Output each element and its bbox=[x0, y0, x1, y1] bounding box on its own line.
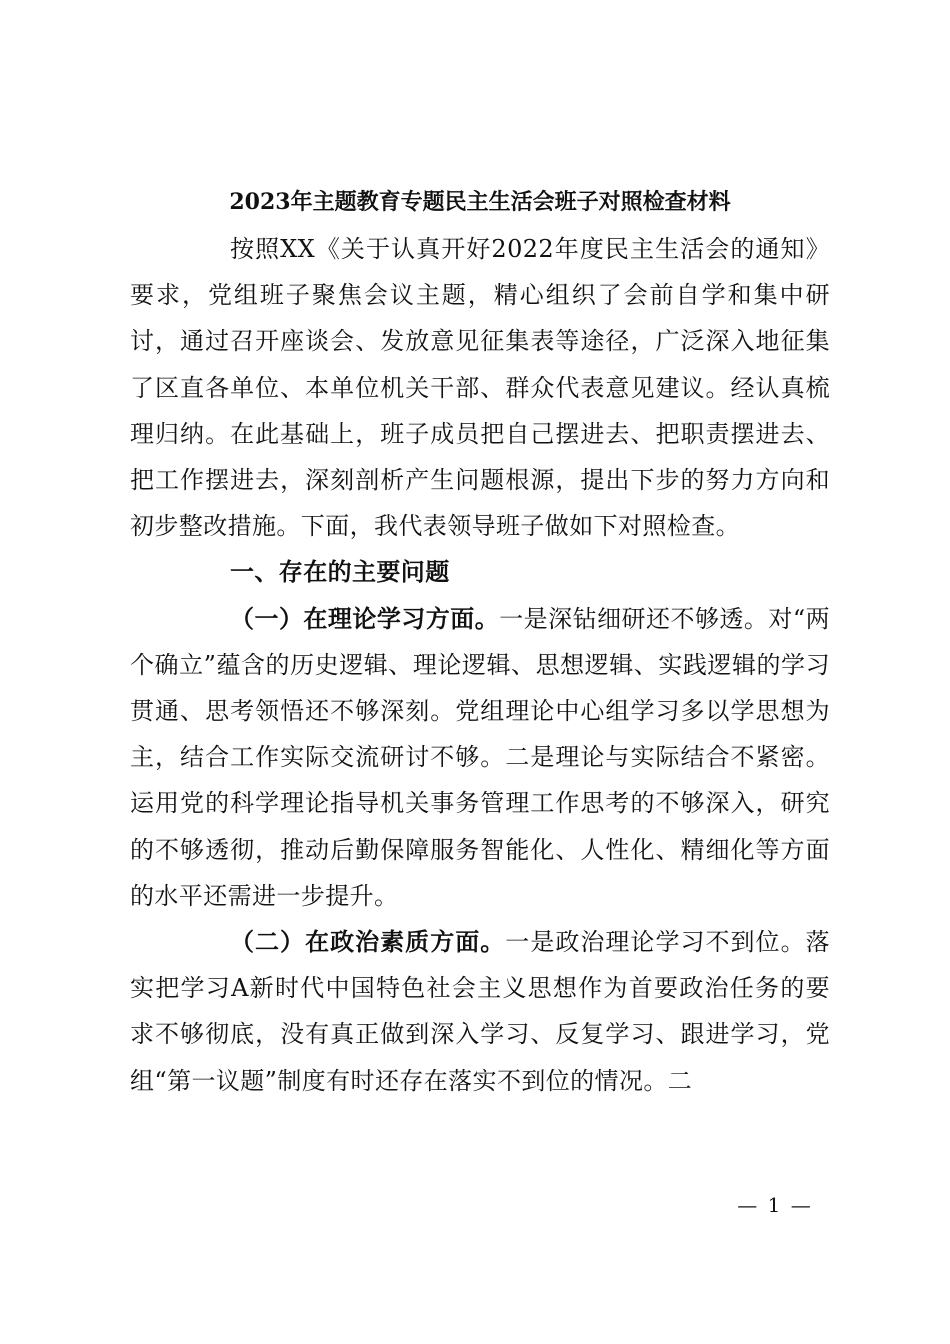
page-number: — 1 — bbox=[737, 1193, 813, 1217]
section-heading: 一、存在的主要问题 bbox=[230, 558, 450, 587]
intro-paragraph: 按照XX《关于认真开好2022年度民主生活会的通知》要求，党组班子聚焦会议主题，精心组织了会前自学和集中研讨，通过召开座谈会、发放意见征集表等途径，广泛深入地征集了区直各单位、本单位机关干部、群众代表意见建议。经认真梳理归纳。在此基础上，班子成员把自己摆进去、把职责摆进去、把工作摆进去，深刻剖析产生问题根源，提出下步的努力方向和初步整改措施。下面，我代表领导班子做如下对照检查。 bbox=[130, 235, 830, 541]
document-title: 2023年主题教育专题民主生活会班子对照检查材料 bbox=[229, 189, 731, 215]
item-2-text: 一是政治理论学习不到位。落实把学习A新时代中国特色社会主义思想作为首要政治任务的要求不够彻底，没有真正做到深入学习、反复学习、跟进学习，党组“第一议题”制度有时还存在落实不到位的情况。二 bbox=[130, 928, 831, 1095]
item-1-paragraph bbox=[130, 596, 830, 919]
item-1-lead: （一）在理论学习方面。 bbox=[230, 603, 500, 633]
item-1-text: 一是深钻细研还不够透。对“两个确立”蕴含的历史逻辑、理论逻辑、思想逻辑、实践逻辑的学习贯通、思考领悟还不够深刻。党组理论中心组学习多以学思想为主，结合工作实际交流研讨不够。二是理论与实际结合不紧密。运用党的科学理论指导机关事务管理工作思考的不够深入，研究的不够透彻，推动后勤保障服务智能化、人性化、精细化等方面的水平还需进一步提升。 bbox=[130, 604, 830, 910]
item-2-paragraph bbox=[130, 919, 830, 1104]
document-body bbox=[130, 226, 830, 1104]
item-2-lead: （二）在政治素质方面。 bbox=[230, 927, 506, 957]
